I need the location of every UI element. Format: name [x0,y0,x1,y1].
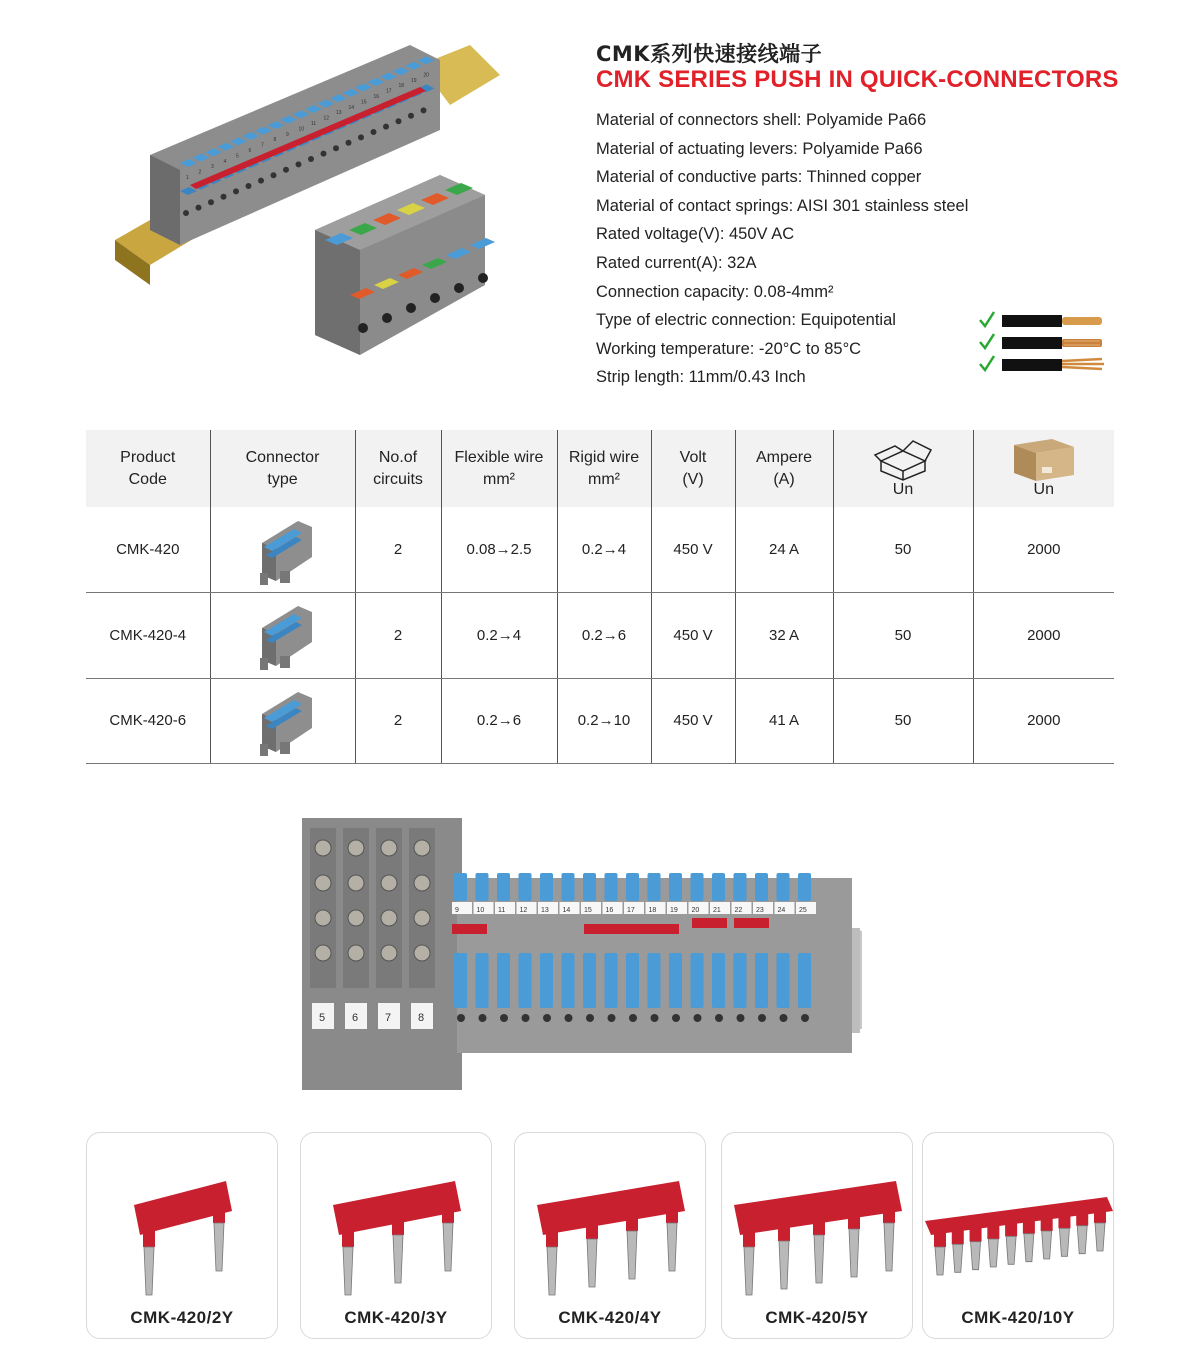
metal-pin [1059,1228,1069,1256]
blue-lever [755,953,768,1008]
wire-entry-hole [478,273,488,283]
marker-number: 18 [648,907,657,914]
cell-rigid-wire: 0.2→4 [557,507,651,593]
metal-pin [443,1223,453,1271]
product-table [86,430,1114,764]
screw-head [414,910,430,926]
position-number: 1 [186,175,189,181]
wire-entry-hole [737,1014,745,1022]
jumper-leg [213,1205,225,1223]
marker-number: 19 [670,907,678,914]
position-number: 3 [211,164,214,171]
cell-product-code: CMK-420 [86,507,210,593]
jumper-leg [883,1205,895,1223]
jumper-leg [626,1213,638,1231]
position-number: 7 [261,142,264,149]
carton-box-icon [1012,437,1076,481]
cell-ampere: 24 A [735,507,833,593]
wire-entry-hole [543,1014,551,1022]
jumper-label: CMK-420/3Y [344,1308,448,1327]
position-number: 17 [386,88,392,95]
check-icon [980,312,994,326]
wire-entry-hole [586,1014,594,1022]
blue-lever [648,953,661,1008]
wire-entry-hole [694,1014,702,1022]
marker-number: 23 [756,907,764,914]
jumper-bridge-image [923,1133,1115,1303]
header-volt: Volt (V) [651,430,735,507]
wire-entry-hole [406,303,416,313]
position-number: 16 [373,94,380,100]
blue-lever [734,953,747,1008]
screw-head [315,840,331,856]
blue-lever [734,873,747,901]
metal-pin [1006,1236,1016,1264]
wire-entry-hole [346,140,352,146]
wire-entry-hole [758,1014,766,1022]
blue-lever [540,873,553,901]
blue-lever [583,953,596,1008]
jumper-leg [743,1229,755,1247]
check-icon [980,356,994,370]
spec-item: Material of conductive parts: Thinned copper [596,168,922,187]
cell-product-code: CMK-420-6 [86,678,210,764]
marker-number: 25 [799,907,807,914]
wire-entry-hole [233,188,239,194]
marker-number: 12 [519,907,528,914]
blue-lever [712,953,725,1008]
small-box-unit: Un [892,480,914,498]
jumper-leg [586,1221,598,1239]
cell-rigid-wire: 0.2→6 [557,593,651,679]
hero-product-image [110,35,530,365]
wire-insulation [1002,315,1062,327]
jumper-leg [848,1211,860,1229]
wire-entry-hole [333,145,339,151]
blue-lever [648,873,661,901]
header-connector-type: Connector type [210,430,355,507]
metal-pin [744,1247,754,1295]
screw-head [381,875,397,891]
wire-entry-hole [358,323,368,333]
red-jumper-bar [692,918,727,928]
jumper-label: CMK-420/4Y [558,1308,662,1327]
position-number: 4 [223,158,227,165]
position-number: 8 [273,137,277,144]
position-number: 14 [348,104,355,111]
header-circuits: No.of circuits [355,430,441,507]
marker-number: 16 [605,907,614,914]
cell-flexible-wire: 0.2→6 [441,678,557,764]
screw-head [414,945,430,961]
cell-circuits: 2 [355,507,441,593]
wire-entry-hole [430,293,440,303]
red-jumper-bar [734,918,769,928]
screw-head [315,910,331,926]
cell-flexible-wire: 0.08→2.5 [441,507,557,593]
jumper-leg [1094,1205,1106,1223]
blue-lever [626,873,639,901]
metal-pin [849,1229,859,1277]
position-number: 18 [398,83,405,90]
cell-connector-thumb [210,678,355,764]
cell-ampere: 41 A [735,678,833,764]
blue-lever [583,873,596,901]
wire-entry-hole [296,161,302,167]
jumper-leg [1041,1213,1053,1231]
wire-entry-hole [321,151,327,157]
metal-pin [971,1242,981,1270]
cell-volt: 450 V [651,593,735,679]
jumper-card [300,1132,492,1339]
spec-item: Material of connectors shell: Polyamide Pa66 [596,111,927,129]
spec-item: Material of actuating levers: Polyamide Pa66 [596,139,923,158]
wire-entry-hole [651,1014,659,1022]
jumper-leg [342,1229,354,1247]
wire-entry-hole [196,205,202,211]
jumper-bridge-image [301,1133,493,1303]
blue-lever [669,953,682,1008]
marker-number: 22 [734,907,743,914]
blue-lever [476,953,489,1008]
screw-head [381,945,397,961]
header-large-box [973,430,1114,507]
jumper-leg [1076,1208,1088,1226]
jumper-leg [813,1217,825,1235]
metal-pin [935,1247,945,1275]
cell-volt: 450 V [651,678,735,764]
wire-entry-hole [522,1014,530,1022]
screw-head [315,945,331,961]
header-small-box [833,430,973,507]
assembly-image [302,818,862,1090]
cell-volt: 450 V [651,507,735,593]
marker-number: 21 [713,907,721,914]
marker-number: 15 [584,907,592,914]
wire-entry-hole [408,113,414,119]
spec-item: Rated current(A): 32A [596,253,757,272]
cell-circuits: 2 [355,593,441,679]
wire-entry-hole [715,1014,723,1022]
jumper-leg [1058,1210,1070,1228]
metal-pin [988,1239,998,1267]
red-jumper-bar [584,924,679,934]
header-rigid-wire: Rigid wire mm² [557,430,651,507]
screw-head [381,910,397,926]
jumper-leg [952,1226,964,1244]
jumper-label: CMK-420/2Y [130,1308,234,1327]
cell-connector-thumb [210,593,355,679]
wire-entry-hole [500,1014,508,1022]
blue-lever [669,873,682,901]
cell-large-box-qty: 2000 [973,678,1114,764]
red-jumper-bar [452,924,487,934]
screw-head [348,875,364,891]
blue-lever [691,873,704,901]
blue-lever [497,873,510,901]
cell-large-box-qty: 2000 [973,593,1114,679]
wire-entry-hole [629,1014,637,1022]
metal-pin [214,1223,224,1271]
connector-thumbnail [250,598,316,672]
marker-number: 20 [691,907,700,914]
metal-pin [814,1235,824,1283]
position-number: 10 [298,126,305,133]
jumper-leg [392,1217,404,1235]
marker-number: 7 [385,1012,392,1024]
wire-entry-hole [801,1014,809,1022]
metal-pin [1095,1223,1105,1251]
marker-number: 24 [777,907,786,914]
title-chinese: CMK系列快速接线端子 [596,42,823,66]
screw-head [414,875,430,891]
jumper-bridge-image [87,1133,279,1303]
marker-number: 14 [562,907,571,914]
cell-rigid-wire: 0.2→10 [557,678,651,764]
end-plate [150,155,180,245]
metal-pin [953,1244,963,1272]
metal-pin [627,1231,637,1279]
blue-lever [712,873,725,901]
marker-number: 17 [627,907,635,914]
blue-lever [519,873,532,901]
jumper-leg [143,1229,155,1247]
blue-lever [755,873,768,901]
header-ampere: Ampere (A) [735,430,833,507]
jumper-bar [537,1181,685,1235]
table-row [86,678,1114,764]
marker-number: 10 [476,907,485,914]
position-number: 15 [361,99,367,106]
position-number: 2 [198,169,202,176]
wire-entry-hole [183,210,189,216]
jumper-cards [86,1132,1116,1340]
spec-item: Material of contact springs: AISI 301 stainless steel [596,196,969,215]
blue-lever [626,953,639,1008]
blue-lever [519,953,532,1008]
cell-flexible-wire: 0.2→4 [441,593,557,679]
marker-number: 8 [418,1012,425,1024]
cell-large-box-qty: 2000 [973,507,1114,593]
metal-pin [343,1247,353,1295]
position-number: 13 [336,110,342,117]
wire-entry-hole [565,1014,573,1022]
jumper-leg [546,1229,558,1247]
blue-lever [454,953,467,1008]
jumper-leg [987,1221,999,1239]
wire-entry-hole [608,1014,616,1022]
jumper-label: CMK-420/5Y [765,1308,869,1327]
wire-entry-hole [382,313,392,323]
wire-entry-hole [371,129,377,135]
blue-lever [605,953,618,1008]
blue-lever [691,953,704,1008]
metal-pin [547,1247,557,1295]
wire-entry-hole [246,183,252,189]
spec-item: Strip length: 11mm/0.43 Inch [596,368,806,387]
jumper-card [922,1132,1114,1339]
spec-item: Connection capacity: 0.08-4mm² [596,282,834,301]
marker-number: 9 [455,907,459,914]
wire-entry-hole [208,199,214,205]
metal-pin [1024,1234,1034,1262]
screw-head [348,840,364,856]
wire-entry-hole [221,194,227,200]
open-box-icon [873,437,933,481]
jumper-leg [778,1223,790,1241]
blue-lever [497,953,510,1008]
wire-entry-hole [454,283,464,293]
metal-pin [144,1247,154,1295]
screw-head [381,840,397,856]
screw-head [414,840,430,856]
marker-number: 5 [319,1012,326,1024]
blue-lever [777,873,790,901]
jumper-bridge-image [515,1133,707,1303]
jumper-leg [970,1224,982,1242]
position-number: 11 [311,121,317,127]
position-number: 20 [423,72,430,79]
cell-small-box-qty: 50 [833,507,973,593]
jumper-leg [666,1205,678,1223]
metal-pin [779,1241,789,1289]
wire-entry-hole [672,1014,680,1022]
metal-pin [667,1223,677,1271]
title-english: CMK SERIES PUSH IN QUICK-CONNECTORS [596,66,1119,93]
metal-pin [1042,1231,1052,1259]
blue-lever [605,873,618,901]
blue-lever [798,873,811,901]
spec-item: Rated voltage(V): 450V AC [596,225,795,244]
position-number: 9 [286,131,289,138]
metal-pin [884,1223,894,1271]
position-number: 12 [323,115,330,122]
jumper-label: CMK-420/10Y [961,1308,1075,1327]
header-flexible-wire: Flexible wire mm² [441,430,557,507]
jumper-leg [1023,1216,1035,1234]
metal-pin [1077,1226,1087,1254]
cell-small-box-qty: 50 [833,593,973,679]
wire-entry-hole [421,107,427,113]
screw-head [348,910,364,926]
screw-head [348,945,364,961]
wire-entry-hole [383,124,389,130]
connector-thumbnail [250,513,316,587]
spec-item: Working temperature: -20°C to 85°C [596,339,862,358]
wire-entry-hole [308,156,314,162]
blue-lever [777,953,790,1008]
jumper-card [721,1132,913,1339]
metal-pin [393,1235,403,1283]
jumper-card [86,1132,278,1339]
cell-product-code: CMK-420-4 [86,593,210,679]
wire-conductor [1062,317,1102,325]
blue-lever [562,953,575,1008]
blue-lever [454,873,467,901]
stripped-wires-illustration [976,308,1106,378]
table-row [86,507,1114,593]
cell-connector-thumb [210,507,355,593]
blue-lever [540,953,553,1008]
blue-lever [798,953,811,1008]
connector-thumbnail [250,684,316,758]
wire-entry-hole [271,172,277,178]
header-product-code: Product Code [86,430,210,507]
jumper-bridge-image [722,1133,914,1303]
screw-head [315,875,331,891]
marker-number: 13 [541,907,549,914]
marker-number: 11 [498,907,506,914]
table-header-row [86,430,1114,507]
check-icon [980,334,994,348]
cell-small-box-qty: 50 [833,678,973,764]
position-number: 6 [248,148,252,154]
blue-lever [476,873,489,901]
large-box-unit: Un [1033,480,1054,498]
wire-entry-hole [283,167,289,173]
jumper-leg [442,1205,454,1223]
spec-item: Type of electric connection: Equipotential [596,311,896,330]
jumper-leg [934,1229,946,1247]
table-row [86,593,1114,679]
marker-number: 6 [352,1012,359,1024]
wire-entry-hole [258,178,264,184]
jumper-card [514,1132,706,1339]
position-number: 5 [236,153,239,160]
blue-lever [562,873,575,901]
wire-entry-hole [358,134,364,140]
cell-ampere: 32 A [735,593,833,679]
cell-circuits: 2 [355,678,441,764]
wire-entry-hole [457,1014,465,1022]
wire-entry-hole [396,118,402,124]
wire-entry-hole [479,1014,487,1022]
jumper-leg [1005,1218,1017,1236]
wire-entry-hole [780,1014,788,1022]
position-number: 19 [411,77,417,84]
metal-pin [587,1239,597,1287]
